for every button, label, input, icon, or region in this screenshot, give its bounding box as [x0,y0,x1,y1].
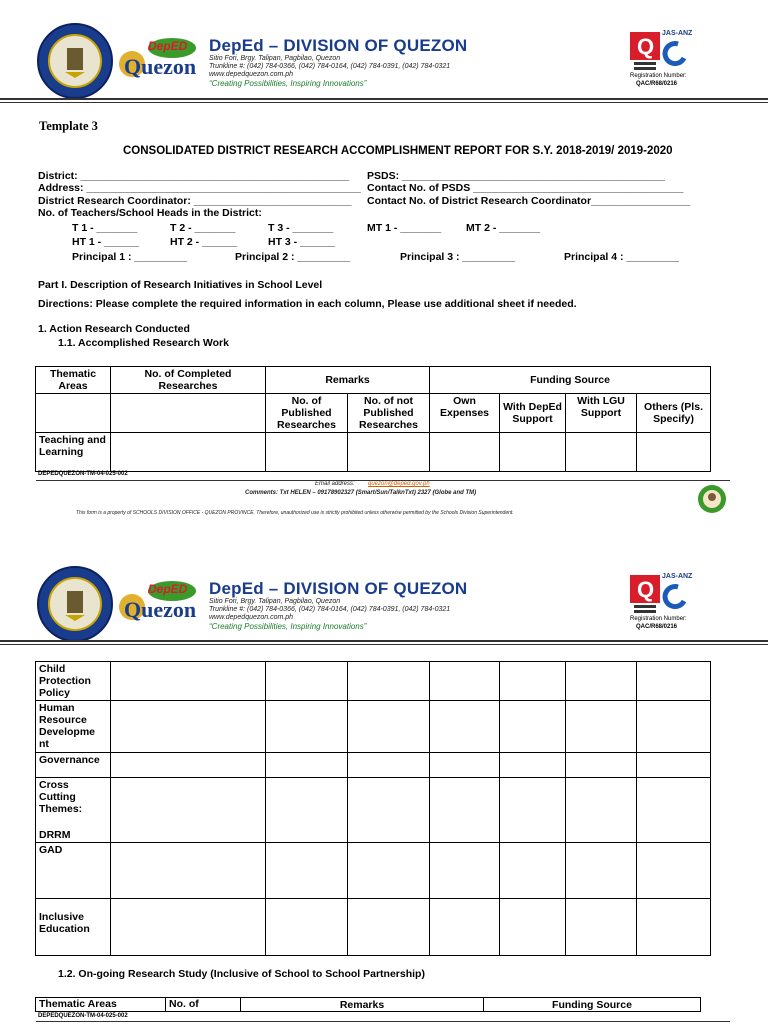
table-cell[interactable] [348,843,430,899]
reg-label: Registration Number: [630,73,687,79]
principal-4: Principal 4 : _________ [564,251,679,263]
email-label: Email address: [315,481,355,487]
report-title: CONSOLIDATED DISTRICT RESEARCH ACCOMPLISHMENT REPORT FOR S.Y. 2018-2019/ 2019-2020 [123,145,673,157]
svg-text:Q: Q [637,34,655,59]
header-title: DepEd – DIVISION OF QUEZON [209,36,468,55]
header-website: www.depedquezon.com.ph [209,71,294,78]
table-cell[interactable] [111,662,266,701]
header-own-expenses: Own Expenses [430,394,500,433]
logo-quezon-text: Quezon [124,54,197,79]
part1-heading: Part I. Description of Research Initiatives in School Level [38,279,323,291]
header-funding-source-2: Funding Source [484,998,701,1012]
district-field: District: ______________________________________________ [38,170,350,182]
row-label-teaching: Teaching and Learning [36,433,111,472]
header-tagline: “Creating Possibilities, Inspiring Innovations” [209,79,367,88]
section-1-1-heading: 1.1. Accomplished Research Work [58,337,229,349]
row-label-child-protection: Child Protection Policy [36,662,111,701]
header-remarks-2: Remarks [241,998,484,1012]
table-cell[interactable] [637,899,711,956]
table-cell[interactable] [566,433,637,472]
comments-line: Comments: Txt HELEN – 09178902327 (Smart/Sun/TalknTxt) 2327 (Globe and TM) [245,490,477,496]
svg-text:Q: Q [637,577,655,602]
logo-deped-text: DepED [148,39,188,53]
table-cell[interactable] [348,662,430,701]
table-cell[interactable] [566,753,637,778]
table-cell[interactable] [111,433,266,472]
rank-t1: T 1 - _______ [72,222,138,234]
table-cell[interactable] [430,899,500,956]
header-rule-thin [0,102,768,103]
rank-ht2: HT 2 - ______ [170,236,238,248]
header-trunkline: Trunkline #: (042) 784-0366, (042) 784-0164, (042) 784-0391, (042) 784-0321 [209,63,451,70]
header-funding-source: Funding Source [430,367,711,394]
header-no-of: No. of [166,998,241,1012]
rank-t3: T 3 - _______ [268,222,334,234]
deped-seal-2 [36,565,114,643]
table-cell[interactable] [266,701,348,753]
table-cell[interactable] [430,843,500,899]
table-cell[interactable] [348,433,430,472]
table-cell[interactable] [430,662,500,701]
table-cell[interactable] [430,778,500,843]
email-address[interactable]: quezon@deped.gov.ph [368,481,430,487]
rank-ht1: HT 1 - ______ [72,236,140,248]
footer-rule-2 [36,1021,730,1022]
header-deped-support: With DepEd Support [500,394,566,433]
header-remarks: Remarks [266,367,430,394]
table-cell[interactable] [500,701,566,753]
table-cell[interactable] [566,778,637,843]
table-cell[interactable] [500,778,566,843]
table-cell[interactable] [348,753,430,778]
table-cell[interactable] [566,662,637,701]
table-cell[interactable] [500,662,566,701]
table-cell[interactable] [266,433,348,472]
rank-mt1: MT 1 - _______ [367,222,442,234]
seal-text [38,2,53,3]
header-trunkline-2: Trunkline #: (042) 784-0366, (042) 784-0164, (042) 784-0391, (042) 784-0321 [209,606,451,613]
header-thematic-areas-2: Thematic Areas [36,998,166,1012]
table-cell[interactable] [348,701,430,753]
psds-field: PSDS: _____________________________________________ [367,170,665,182]
cert-label: JAS-ANZ [662,30,693,37]
cross-cutting-label: Cross Cutting Themes: [39,779,83,815]
header-not-published: No. of not Published Researches [348,394,430,433]
principal-1: Principal 1 : _________ [72,251,187,263]
table-cell[interactable] [500,753,566,778]
teachers-label: No. of Teachers/School Heads in the District: [38,207,262,219]
table-cell[interactable] [430,433,500,472]
table-cell[interactable] [266,899,348,956]
reg-number-2: QAC/R68/0216 [636,624,678,630]
table-cell[interactable] [430,753,500,778]
table-cell[interactable] [111,843,266,899]
table-cell[interactable] [348,778,430,843]
template-label: Template 3 [39,119,98,133]
table-cell[interactable] [637,701,711,753]
table-cell[interactable] [111,701,266,753]
directions: Directions: Please complete the required information in each column, Please use additional sheet if needed. [38,298,577,310]
table-cell[interactable] [566,701,637,753]
reg-number: QAC/R68/0216 [636,81,678,87]
row-label-inclusive-education: Inclusive Education [36,899,111,956]
table-cell[interactable] [111,394,266,433]
logo-quezon-text-2: Quezon [124,597,197,622]
table-cell[interactable] [637,433,711,472]
logo-deped-text-2: DepED [148,582,188,596]
header-website-2: www.depedquezon.com.ph [209,614,294,621]
table-cell[interactable] [637,843,711,899]
table-cell[interactable] [637,753,711,778]
rank-mt2: MT 2 - _______ [466,222,541,234]
header-rule [0,98,768,100]
header-thematic-areas: Thematic Areas [36,367,111,394]
table-cell[interactable] [266,662,348,701]
reg-label-2: Registration Number: [630,616,687,622]
principal-3: Principal 3 : _________ [400,251,515,263]
thematic-areas-table [35,661,711,956]
drrm-label: DRRM [39,829,71,841]
row-label-cross-cutting [36,778,111,843]
header-published: No. of Published Researches [266,394,348,433]
coordinator-field: District Research Coordinator: ___________________________ [38,195,352,207]
table-cell[interactable] [111,778,266,843]
header-title-2: DepEd – DIVISION OF QUEZON [209,579,468,598]
property-notice: This form is a property of SCHOOLS DIVISION OFFICE - QUEZON PROVINCE. Therefore, unauthorized use is strictly prohibited unless otherwise permitted by the Schools Division Superintendent. [76,510,514,516]
header-rule-thin-2 [0,644,768,645]
address-field: Address: _______________________________________________ [38,182,361,194]
rank-t2: T 2 - _______ [170,222,236,234]
table-cell[interactable] [637,778,711,843]
header-lgu-support: With LGU Support [566,394,637,433]
table-cell[interactable] [430,701,500,753]
table-cell[interactable] [500,433,566,472]
cert-label-2: JAS-ANZ [662,573,693,580]
table-cell[interactable] [500,899,566,956]
ongoing-research-table [35,997,701,1012]
table-cell[interactable] [348,899,430,956]
row-label-gad: GAD [36,843,111,899]
rank-ht3: HT 3 - ______ [268,236,336,248]
header-rule-2 [0,640,768,642]
form-code: DEPEDQUEZON-TM-04-025-002 [38,471,128,477]
section-1-heading: 1. Action Research Conducted [38,323,190,335]
principal-2: Principal 2 : _________ [235,251,350,263]
deped-seal [36,22,114,100]
contact-psds-field: Contact No. of PSDS ____________________________________ [367,182,684,194]
table-cell[interactable] [111,753,266,778]
table-cell[interactable] [637,662,711,701]
section-1-2-heading: 1.2. On-going Research Study (Inclusive of School to School Partnership) [58,968,425,980]
footer-emblem [697,484,727,514]
row-label-hr-development: Human Resource Developme nt [36,701,111,753]
header-completed-researches: No. of Completed Researches [111,367,266,394]
table-cell[interactable] [566,899,637,956]
table-cell[interactable] [266,778,348,843]
row-label-governance: Governance [36,753,111,778]
form-code-2: DEPEDQUEZON-TM-04-025-002 [38,1013,128,1019]
contact-coordinator-field: Contact No. of District Research Coordinator_________________ [367,195,691,207]
header-address-2: Sitio Fori, Brgy. Talipan, Pagbilao, Quezon [209,598,341,605]
table-cell[interactable] [266,843,348,899]
header-tagline-2: “Creating Possibilities, Inspiring Innovations” [209,622,367,631]
table-cell[interactable] [111,899,266,956]
header-others: Others (Pls. Specify) [637,394,711,433]
table-cell[interactable] [566,843,637,899]
accomplished-research-table [35,366,711,472]
table-cell[interactable] [266,753,348,778]
header-address: Sitio Fori, Brgy. Talipan, Pagbilao, Quezon [209,55,341,62]
table-cell[interactable] [500,843,566,899]
table-cell[interactable] [36,394,111,433]
